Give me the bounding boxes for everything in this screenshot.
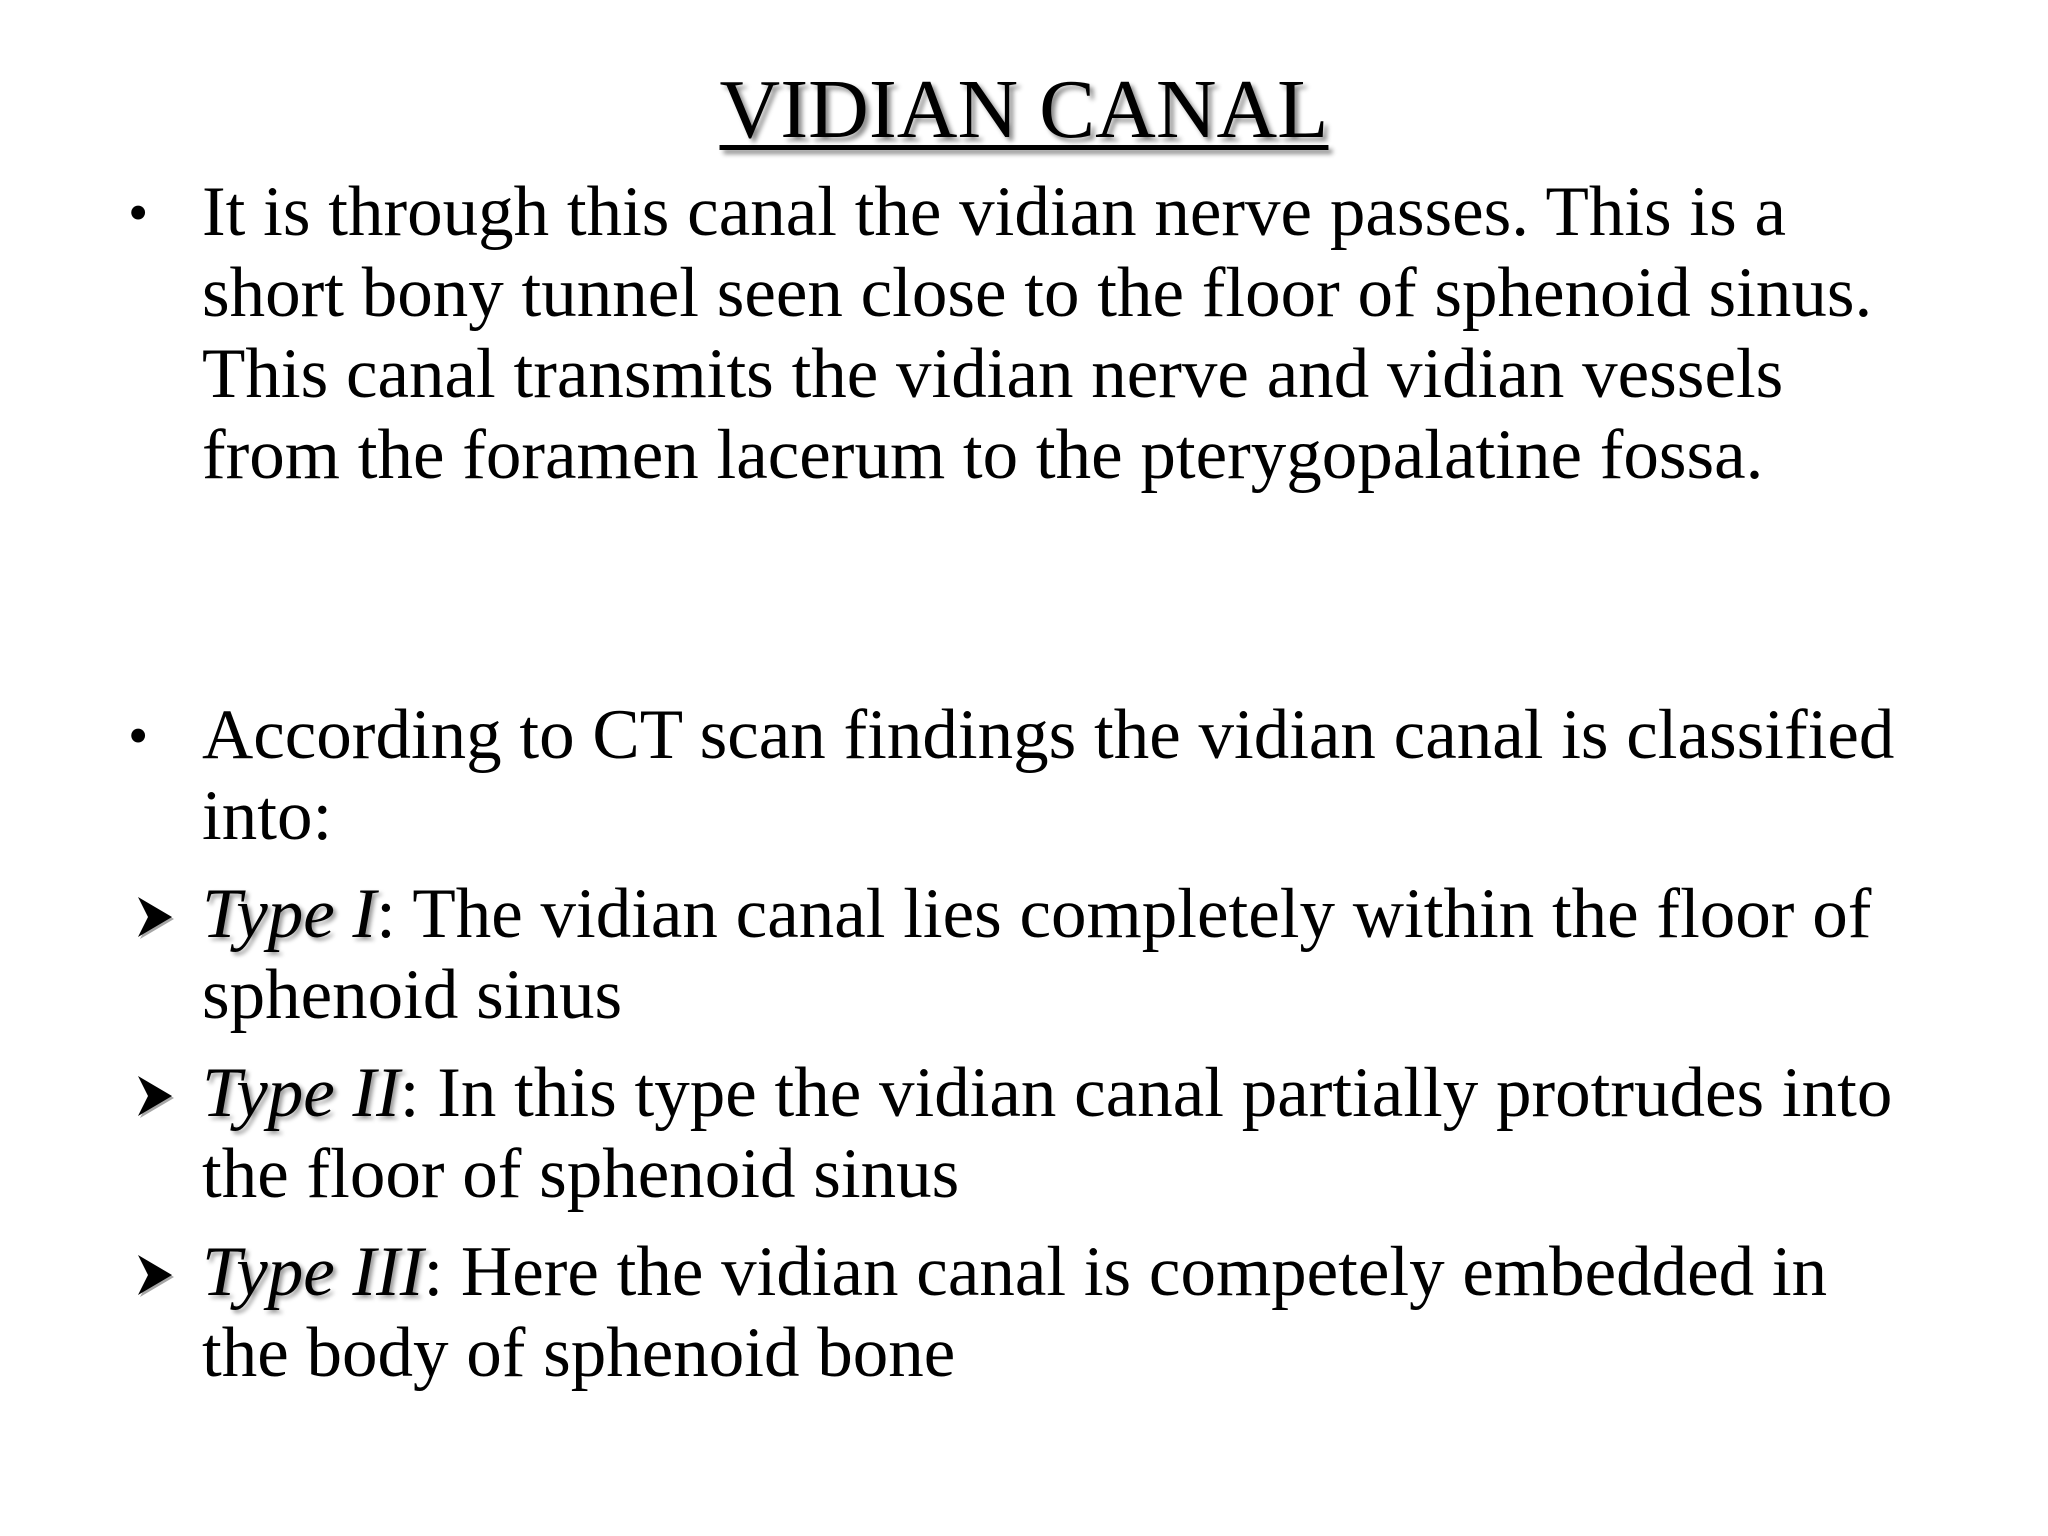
bullet-text-2: According to CT scan findings the vidian canal is classified into: [202,696,1895,855]
type-text-2: : In this type the vidian canal partially protrudes into the floor of sphenoid sinus [202,1054,1893,1213]
type-label-3: Type III [202,1233,424,1311]
type-text-3: : Here the vidian canal is competely embedded in the body of sphenoid bone [202,1233,1828,1392]
bullet-item-1 [128,172,1922,496]
bullet-dot-icon: • [128,180,149,245]
bullet-text-1: It is through this canal the vidian nerve passes. This is a short bony tunnel seen close to the floor of sphenoid sinus. This canal transmits the vidian nerve and vidian vessels from the foramen lacerum to the pterygopalatine fossa. [202,173,1873,494]
type-item-2 [202,1053,1922,1215]
type-label-2: Type II [202,1054,400,1132]
arrowhead-bullet-icon [126,1242,186,1302]
bullet-item-2 [128,695,1922,857]
bullet-dot-icon: • [128,703,149,768]
arrowhead-bullet-icon [126,884,186,944]
arrowhead-bullet-icon [126,1063,186,1123]
type-text-1: : The vidian canal lies completely within the floor of sphenoid sinus [202,875,1872,1034]
type-item-1 [202,874,1922,1036]
type-item-3 [202,1232,1922,1394]
type-label-1: Type I [202,875,377,953]
slide-title: VIDIAN CANAL [719,63,1329,156]
